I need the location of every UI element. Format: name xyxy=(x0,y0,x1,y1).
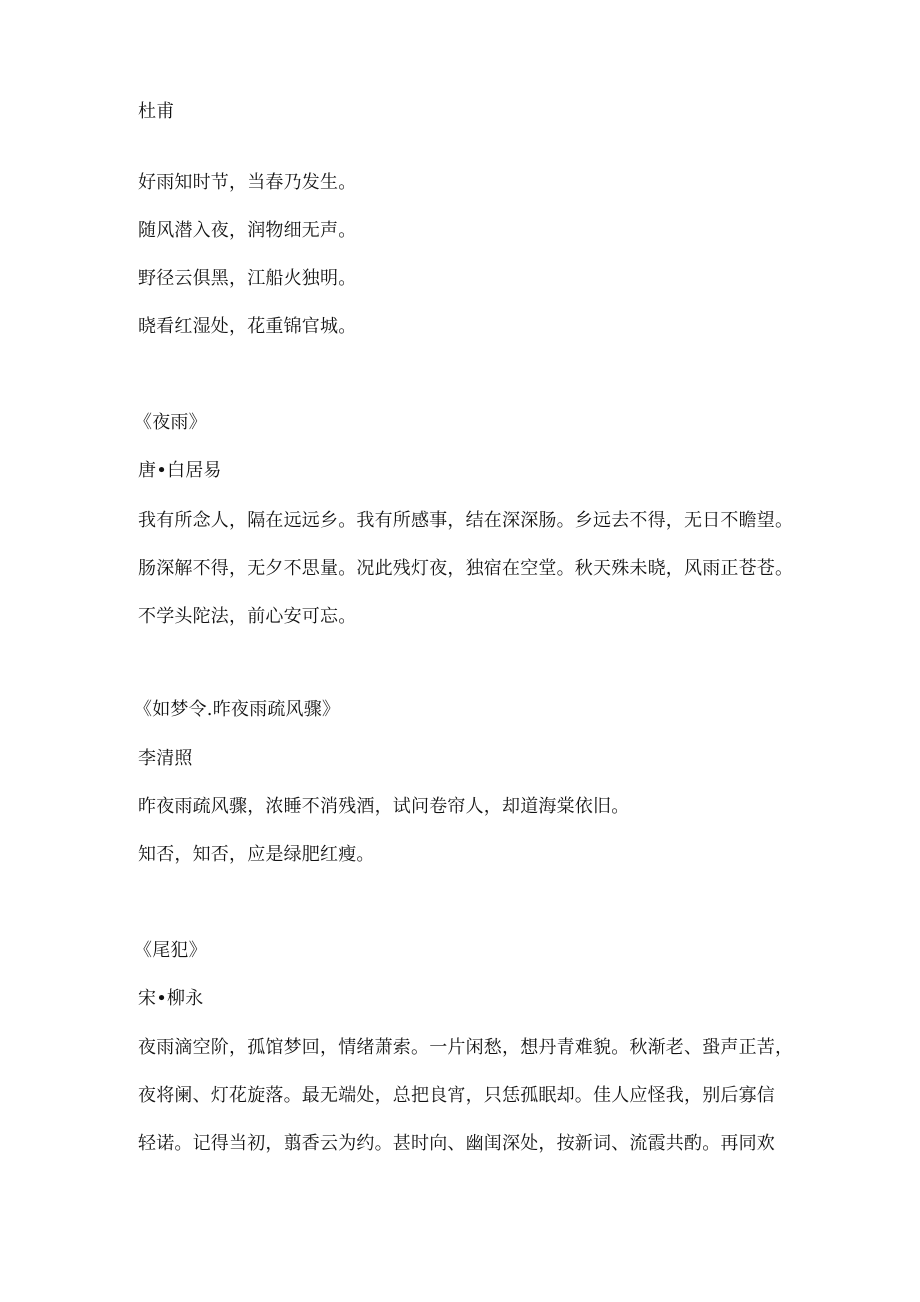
poem-line: 我有所念人，隔在远远乡。我有所感事，结在深深肠。乡远去不得，无日不瞻望。 xyxy=(138,510,794,531)
poem-line: 晓看红湿处，花重锦官城。 xyxy=(138,316,357,337)
poem-line: 野径云俱黑，江船火独明。 xyxy=(138,268,357,289)
poem-line: 好雨知时节，当春乃发生。 xyxy=(138,172,357,193)
poem-line: 昨夜雨疏风骤，浓睡不消残酒，试问卷帘人，却道海棠依旧。 xyxy=(138,796,630,817)
poem-title: 《夜雨》 xyxy=(134,412,207,433)
poem-title: 《尾犯》 xyxy=(134,940,207,961)
poem-line: 夜雨滴空阶，孤馆梦回，情绪萧索。一片闲愁，想丹青难貌。秋渐老、蛩声正苦， xyxy=(138,1037,794,1058)
poem-line: 夜将阑、灯花旋落。最无端处，总把良宵，只恁孤眠却。佳人应怪我，别后寡信 xyxy=(138,1085,775,1106)
poem-author: 杜甫 xyxy=(138,101,175,122)
poem-title: 《如梦令.昨夜雨疏风骤》 xyxy=(134,699,341,720)
poem-line: 轻诺。记得当初，翦香云为约。甚时向、幽闺深处，按新词、流霞共酌。再同欢 xyxy=(138,1133,775,1154)
poem-line: 知否，知否，应是绿肥红瘦。 xyxy=(138,844,375,865)
poem-author: 李清照 xyxy=(138,748,193,769)
poem-line: 不学头陀法，前心安可忘。 xyxy=(138,606,357,627)
poem-author: 唐•白居易 xyxy=(138,460,222,481)
poem-line: 随风潜入夜，润物细无声。 xyxy=(138,220,357,241)
poem-line: 肠深解不得，无夕不思量。况此残灯夜，独宿在空堂。秋天殊未晓，风雨正苍苍。 xyxy=(138,558,794,579)
poem-author: 宋•柳永 xyxy=(138,988,204,1009)
